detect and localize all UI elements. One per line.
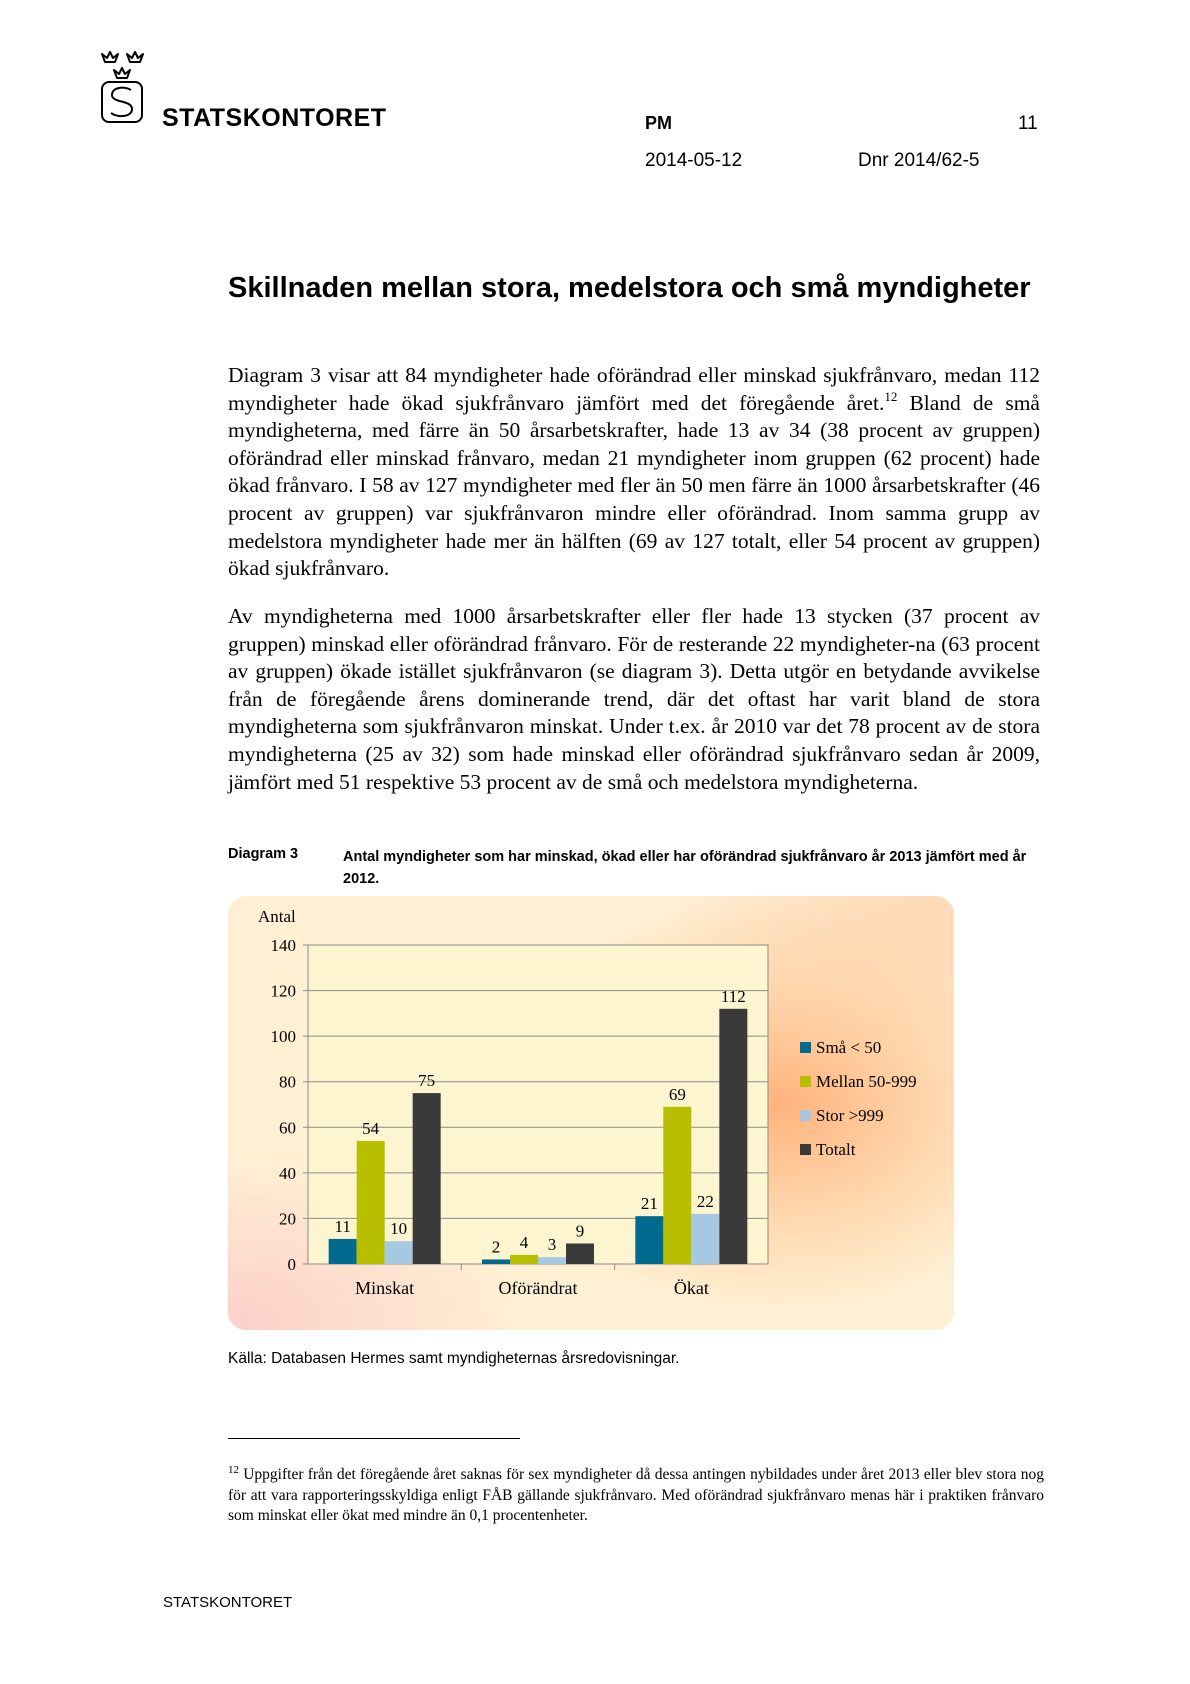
bar xyxy=(566,1243,594,1264)
document-type: PM xyxy=(645,113,672,133)
footer-brand: STATSKONTORET xyxy=(163,1594,293,1611)
legend-swatch xyxy=(800,1076,811,1087)
legend-swatch xyxy=(800,1110,811,1121)
data-label: 2 xyxy=(491,1237,501,1257)
footnote xyxy=(228,1465,1044,1527)
y-tick-label: 60 xyxy=(279,1118,296,1138)
body-paragraph-2: Av myndigheterna med 1000 årsarbetskrafter eller fler hade 13 stycken (37 procent av gruppen) minskad eller oförändrad frånvaro. För de resterande 22 myndigheter-na (63 procent av gruppen) ökade istället sjukfrånvaron (se diagram 3). Detta utgör en betydande avvikelse från de föregående årens dominerande trend, där det oftast har varit bland de stora myndigheterna som sjukfrånvaron minskat. Under t.ex. år 2010 var det 78 procent av de stora myndigheterna (25 av 32) som hade minskad eller oförändrad sjukfrånvaro sedan år 2009, jämfört med 51 respektive 53 procent av de små och medelstora myndigheterna. xyxy=(228,604,1040,794)
statskontoret-logo xyxy=(100,48,146,133)
bar xyxy=(482,1259,510,1264)
y-tick-label: 100 xyxy=(270,1027,296,1047)
bar xyxy=(663,1107,691,1264)
paragraph-text: Diagram 3 visar att 84 myndigheter hade oförändrad eller minskad sjukfrånvaro, medan 112 myndigheter hade ökad sjukfrånvaro jämfört med det föregående året. xyxy=(228,363,1040,415)
footnote-number: 12 xyxy=(228,1464,239,1476)
bar xyxy=(691,1214,719,1264)
data-label: 3 xyxy=(547,1235,557,1255)
document-date: 2014-05-12 xyxy=(645,150,743,171)
bar xyxy=(329,1239,357,1264)
brand-name: STATSKONTORET xyxy=(162,104,387,132)
bar xyxy=(385,1241,413,1264)
footnote-reference[interactable]: 12 xyxy=(884,388,898,404)
footnote-separator xyxy=(228,1438,520,1439)
data-label: 11 xyxy=(334,1216,351,1236)
section-heading: Skillnaden mellan stora, medelstora och små myndigheter xyxy=(228,272,1031,304)
legend-label: Stor >999 xyxy=(816,1106,884,1125)
y-tick-label: 140 xyxy=(270,936,296,955)
data-label: 69 xyxy=(668,1084,686,1104)
y-tick-label: 0 xyxy=(287,1255,296,1274)
chart-source: Källa: Databasen Hermes samt myndigheternas årsredovisningar. xyxy=(228,1350,680,1367)
y-tick-label: 120 xyxy=(270,981,296,1001)
bar xyxy=(719,1009,747,1264)
bar xyxy=(538,1257,566,1264)
x-tick-label: Oförändrat xyxy=(498,1278,578,1298)
y-tick-label: 20 xyxy=(279,1209,296,1229)
y-tick-label: 80 xyxy=(279,1072,296,1092)
data-label: 4 xyxy=(519,1232,529,1252)
data-label: 9 xyxy=(575,1221,585,1241)
chart-panel xyxy=(228,896,954,1330)
data-label: 54 xyxy=(362,1118,380,1138)
y-tick-label: 40 xyxy=(279,1163,296,1183)
diagram-caption: Antal myndigheter som har minskad, ökad eller har oförändrad sjukfrånvaro år 2013 jämfört med år 2012. xyxy=(343,849,1027,887)
data-label: 21 xyxy=(640,1194,658,1214)
bar-chart xyxy=(228,896,954,1330)
x-tick-label: Minskat xyxy=(355,1278,415,1298)
diagram-label: Diagram 3 xyxy=(228,846,299,862)
document-registration-number: Dnr 2014/62-5 xyxy=(858,150,980,171)
paragraph-text: Bland de små myndigheterna, med färre än 50 årsarbetskrafter, hade 13 av 34 (38 procent av gruppen) oförändrad eller minskad frånvaro, medan 21 myndigheter inom gruppen (62 procent) hade ökad frånvaro. I 58 av 127 myndigheter med fler än 50 men färre än 1000 årsarbetskrafter (46 procent av gruppen) var sjukfrånvaron mindre eller oförändrad. Inom samma grupp av medelstora myndigheter hade mer än hälften (69 av 127 totalt, eller 54 procent av gruppen) ökad sjukfrånvaro. xyxy=(228,390,1040,581)
page-number: 11 xyxy=(1018,113,1038,134)
bar xyxy=(510,1255,538,1264)
footnote-text: Uppgifter från det föregående året saknas för sex myndigheter då dessa antingen nybildades under året 2013 eller blev stora nog för att vara rapporteringsskyldiga enligt FÅB gällande sjukfrånvaro. Med oförändrad sjukfrånvaro menas här i praktiken frånvaro som minskat eller ökat med mindre än 0,1 procentenheter. xyxy=(228,1466,1044,1524)
y-axis-label: Antal xyxy=(258,907,296,926)
data-label: 10 xyxy=(390,1219,408,1239)
legend-swatch xyxy=(800,1042,811,1053)
crown-s-emblem-icon xyxy=(100,48,146,128)
data-label: 22 xyxy=(696,1191,714,1211)
legend-label: Mellan 50-999 xyxy=(816,1072,917,1091)
legend-swatch xyxy=(800,1144,811,1155)
data-label: 112 xyxy=(720,986,746,1006)
data-label: 75 xyxy=(418,1071,436,1091)
body-paragraph-1 xyxy=(228,362,1040,583)
bar xyxy=(357,1141,385,1264)
bar xyxy=(413,1093,441,1264)
x-tick-label: Ökat xyxy=(673,1278,709,1298)
legend-label: Små < 50 xyxy=(816,1038,882,1057)
legend-label: Totalt xyxy=(816,1140,856,1159)
bar xyxy=(635,1216,663,1264)
